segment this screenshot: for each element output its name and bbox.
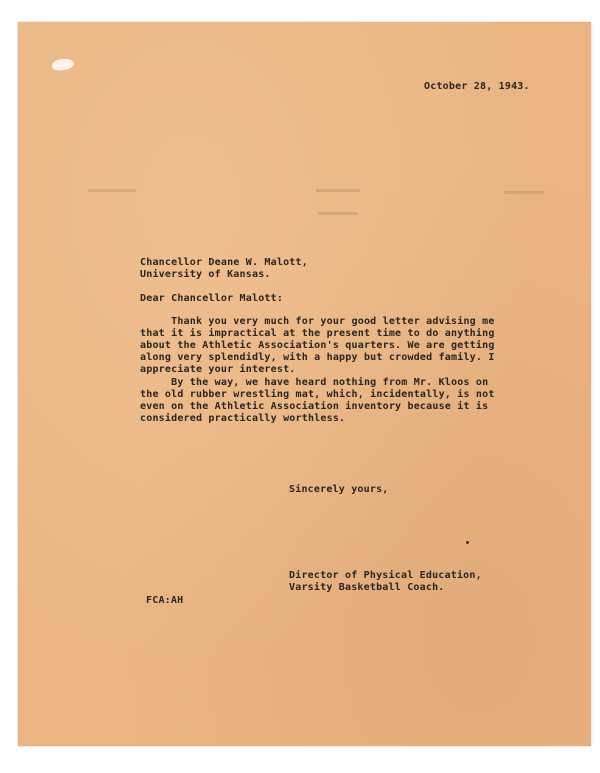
text-line: Thank you very much for your good letter advising me	[140, 316, 495, 327]
reference-initials: FCA:AH	[146, 595, 184, 606]
text-line: By the way, we have heard nothing from Mr. Kloos on	[140, 377, 489, 388]
letter-page	[18, 22, 591, 746]
text-line: even on the Athletic Association inventory because it is	[140, 401, 489, 412]
ink-speck	[466, 541, 469, 544]
paper-blemish	[51, 58, 74, 72]
bleed-through-mark	[88, 189, 136, 192]
text-line: considered practically worthless.	[140, 413, 346, 424]
bleed-through-mark	[316, 189, 360, 192]
letter-date: October 28, 1943.	[424, 81, 530, 92]
signer-title: Director of Physical Education,	[289, 570, 482, 581]
recipient-name: Chancellor Deane W. Malott,	[140, 257, 308, 268]
bleed-through-mark	[504, 191, 544, 194]
recipient-institution: University of Kansas.	[140, 269, 271, 280]
body-paragraph-1	[140, 316, 495, 376]
salutation: Dear Chancellor Malott:	[140, 293, 284, 304]
recipient-address	[140, 257, 308, 281]
signature-block	[289, 570, 482, 594]
bleed-through-mark	[318, 212, 358, 215]
text-line: along very splendidly, with a happy but crowded family. I	[140, 352, 495, 363]
text-line: appreciate your interest.	[140, 364, 296, 375]
text-line: the old rubber wrestling mat, which, incidentally, is not	[140, 389, 495, 400]
body-paragraph-2	[140, 377, 495, 425]
text-line: that it is impractical at the present time to do anything	[140, 328, 495, 339]
text-line: about the Athletic Association's quarters. We are getting	[140, 340, 495, 351]
closing: Sincerely yours,	[289, 484, 389, 495]
signer-title-2: Varsity Basketball Coach.	[289, 582, 445, 593]
